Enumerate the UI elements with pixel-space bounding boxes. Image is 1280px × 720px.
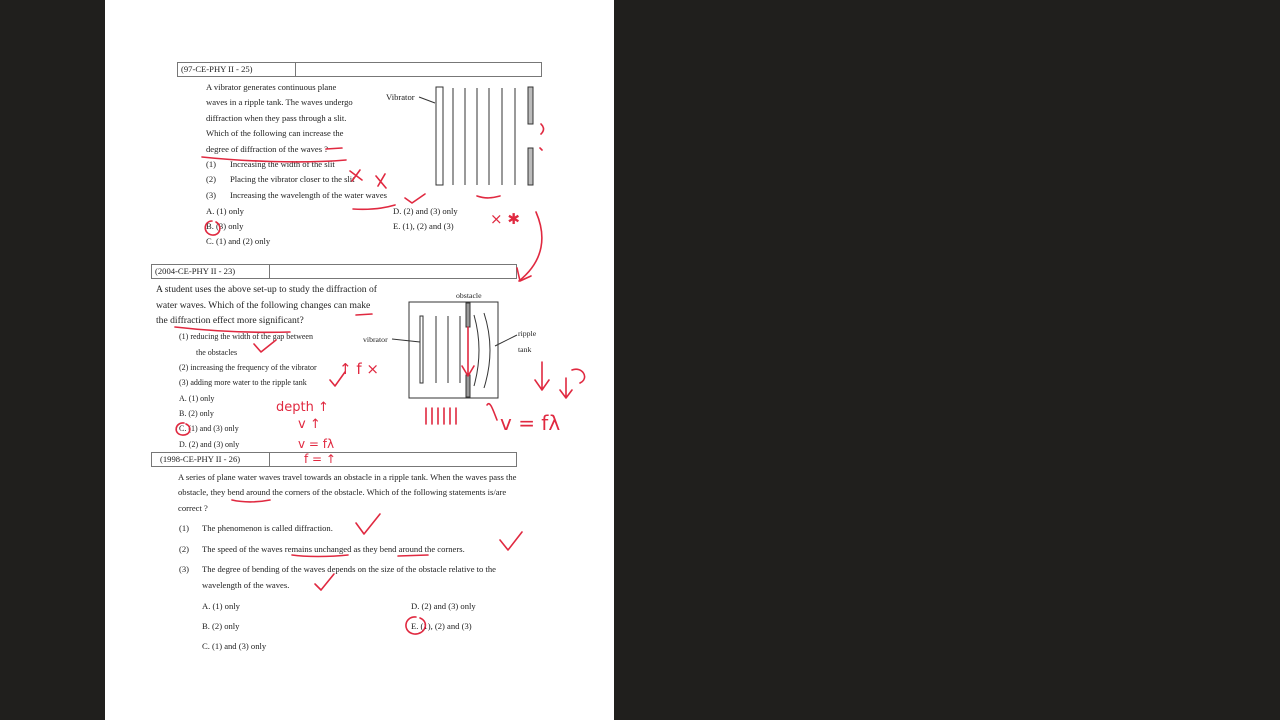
q2-item-1-cont: the obstacles	[196, 348, 238, 357]
q1-option-a[interactable]: A. (1) only	[206, 206, 244, 216]
annotation-f-up-small: f = ↑	[304, 452, 336, 466]
annotation-v-formula: v = fλ	[298, 437, 335, 451]
q2-item-3: (3) adding more water to the ripple tank	[179, 378, 307, 387]
header-label: (1998-CE-PHY II - 26)	[160, 454, 241, 464]
q2-figure-label-tank: tank	[518, 345, 532, 354]
q2-figure-label-vibrator: vibrator	[363, 335, 388, 344]
q1-option-c[interactable]: C. (1) and (2) only	[206, 236, 271, 246]
document-page	[105, 0, 614, 720]
q1-item-text: Increasing the width of the slit	[230, 159, 335, 169]
q1-stem-line: waves in a ripple tank. The waves undergo	[206, 97, 353, 107]
q3-item-text-cont: wavelength of the waves.	[202, 580, 290, 590]
question-header-q2	[151, 264, 517, 279]
q1-stem-line: diffraction when they pass through a slit.	[206, 113, 347, 123]
q1-item-text: Placing the vibrator closer to the slit	[230, 174, 355, 184]
q3-item-num: (3)	[179, 564, 190, 574]
annotation-x-star: × ✱	[490, 210, 520, 228]
q2-option-a[interactable]: A. (1) only	[179, 394, 215, 403]
question-header-q3	[151, 452, 517, 467]
annotation-f-up: ↑ f ×	[339, 360, 379, 378]
q3-item-text: The degree of bending of the waves depends on the size of the obstacle relative to the	[202, 564, 496, 574]
q1-stem-line: degree of diffraction of the waves ?	[206, 144, 329, 154]
q1-stem-line: Which of the following can increase the	[206, 128, 344, 138]
q2-figure-label-obstacle: obstacle	[456, 291, 482, 300]
question-header-q1	[177, 62, 542, 77]
q3-item-text: The phenomenon is called diffraction.	[202, 523, 333, 533]
annotation-v-up: v ↑	[298, 417, 321, 432]
q3-stem-line: A series of plane water waves travel towards an obstacle in a ripple tank. When the waves pass the	[178, 472, 517, 482]
q2-stem-line: the diffraction effect more significant?	[156, 315, 304, 326]
q2-stem-line: A student uses the above set-up to study the diffraction of	[156, 284, 377, 295]
q3-option-a[interactable]: A. (1) only	[202, 601, 240, 611]
q1-figure-label-vibrator: Vibrator	[386, 92, 415, 102]
q3-option-b[interactable]: B. (2) only	[202, 621, 240, 631]
header-label: (2004-CE-PHY II - 23)	[155, 266, 236, 276]
header-label: (97-CE-PHY II - 25)	[181, 64, 253, 74]
q3-item-num: (1)	[179, 523, 190, 533]
q3-option-e[interactable]: E. (1), (2) and (3)	[411, 621, 472, 631]
q1-item-num: (2)	[206, 174, 217, 184]
q1-item-num: (3)	[206, 190, 217, 200]
q1-stem-line: A vibrator generates continuous plane	[206, 82, 337, 92]
q2-item-1: (1) reducing the width of the gap between	[179, 332, 313, 341]
q2-option-b[interactable]: B. (2) only	[179, 409, 214, 418]
q3-item-num: (2)	[179, 544, 190, 554]
q1-option-e[interactable]: E. (1), (2) and (3)	[393, 221, 454, 231]
q2-option-d[interactable]: D. (2) and (3) only	[179, 440, 240, 449]
q1-item-num: (1)	[206, 159, 217, 169]
q1-option-b[interactable]: B. (3) only	[206, 221, 244, 231]
annotation-v-formula-large: v = fλ	[500, 411, 561, 435]
annotation-depth: depth ↑	[276, 400, 329, 415]
q3-stem-line: correct ?	[178, 503, 208, 513]
q1-option-d[interactable]: D. (2) and (3) only	[393, 206, 458, 216]
q2-stem-line: water waves. Which of the following changes can make	[156, 300, 371, 311]
q3-option-c[interactable]: C. (1) and (3) only	[202, 641, 267, 651]
q2-item-2: (2) increasing the frequency of the vibrator	[179, 363, 317, 372]
q3-item-text: The speed of the waves remains unchanged as they bend around the corners.	[202, 544, 465, 554]
q2-option-c[interactable]: C. (1) and (3) only	[179, 424, 239, 433]
q3-option-d[interactable]: D. (2) and (3) only	[411, 601, 476, 611]
q2-figure-label-ripple: ripple	[518, 329, 537, 338]
q3-stem-line: obstacle, they bend around the corners of the obstacle. Which of the following statements is/are	[178, 487, 507, 497]
q1-item-text: Increasing the wavelength of the water waves	[230, 190, 388, 200]
